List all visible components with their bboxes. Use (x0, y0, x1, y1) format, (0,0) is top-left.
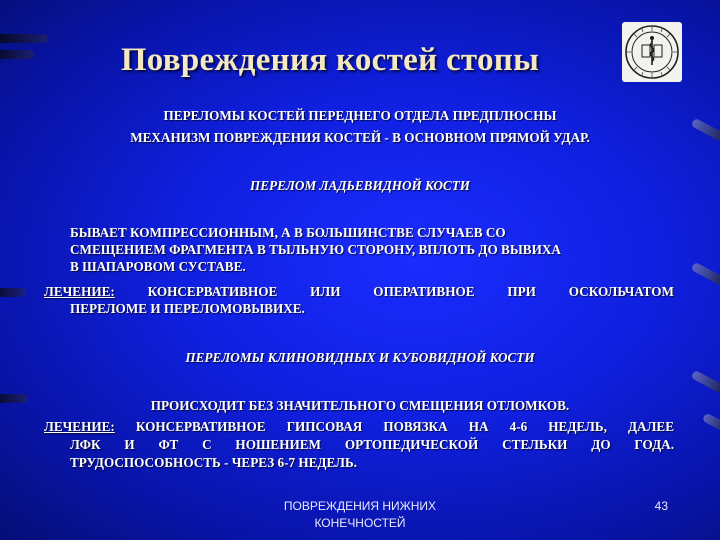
page-number: 43 (654, 499, 668, 513)
footer-line2: КОНЕЧНОСТЕЙ (314, 516, 406, 530)
footer-line1: ПОВРЕЖДЕНИЯ НИЖНИХ (283, 499, 437, 513)
decor-bar (691, 370, 720, 400)
section2-treatment-line1 (44, 283, 674, 300)
section3-treatment-line1 (44, 418, 674, 435)
section2-heading: ПЕРЕЛОМ ЛАДЬЕВИДНОЙ КОСТИ (249, 178, 471, 193)
section2-treatment-line2: ПЕРЕЛОМЕ И ПЕРЕЛОМОВЫВИХЕ. (70, 301, 305, 316)
decor-bar (0, 288, 26, 297)
section2-line1: БЫВАЕТ КОМПРЕССИОННЫМ, А В БОЛЬШИНСТВЕ СЛУЧАЕВ СО (70, 225, 506, 240)
treatment-label: ЛЕЧЕНИЕ: (44, 419, 115, 434)
section3-treatment-line3: ТРУДОСПОСОБНОСТЬ - ЧЕРЕЗ 6-7 НЕДЕЛЬ. (70, 455, 357, 470)
slide-title: Повреждения костей стопы (120, 42, 540, 78)
section3-heading: ПЕРЕЛОМЫ КЛИНОВИДНЫХ И КУБОВИДНОЙ КОСТИ (185, 350, 535, 365)
treatment-label: ЛЕЧЕНИЕ: (44, 284, 115, 299)
section3-treatment-text: КОНСЕРВАТИВНОЕ ГИПСОВАЯ ПОВЯЗКА НА 4-6 НЕДЕЛЬ, ДАЛЕЕ (114, 419, 674, 434)
decor-bar (691, 262, 720, 292)
section3-treatment-line2: ЛФК И ФТ С НОШЕНИЕМ ОРТОПЕДИЧЕСКОЙ СТЕЛЬКИ ДО ГОДА. (70, 437, 674, 452)
section3-line1: ПРОИСХОДИТ БЕЗ ЗНАЧИТЕЛЬНОГО СМЕЩЕНИЯ ОТЛОМКОВ. (150, 398, 570, 413)
section2-line2: СМЕЩЕНИЕМ ФРАГМЕНТА В ТЫЛЬНУЮ СТОРОНУ, ВПЛОТЬ ДО ВЫВИХА (70, 242, 561, 257)
section2-treatment-text: КОНСЕРВАТИВНОЕ ИЛИ ОПЕРАТИВНОЕ ПРИ ОСКОЛЬЧАТОМ (114, 284, 674, 299)
section2-line3: В ШАПАРОВОМ СУСТАВЕ. (70, 259, 246, 274)
decor-bar (702, 413, 720, 437)
section1-line2: МЕХАНИЗМ ПОВРЕЖДЕНИЯ КОСТЕЙ - В ОСНОВНОМ ПРЯМОЙ УДАР. (130, 130, 590, 145)
university-emblem-icon (622, 22, 682, 82)
section1-line1: ПЕРЕЛОМЫ КОСТЕЙ ПЕРЕДНЕГО ОТДЕЛА ПРЕДПЛЮСНЫ (163, 108, 557, 123)
footer-caption (250, 498, 470, 532)
